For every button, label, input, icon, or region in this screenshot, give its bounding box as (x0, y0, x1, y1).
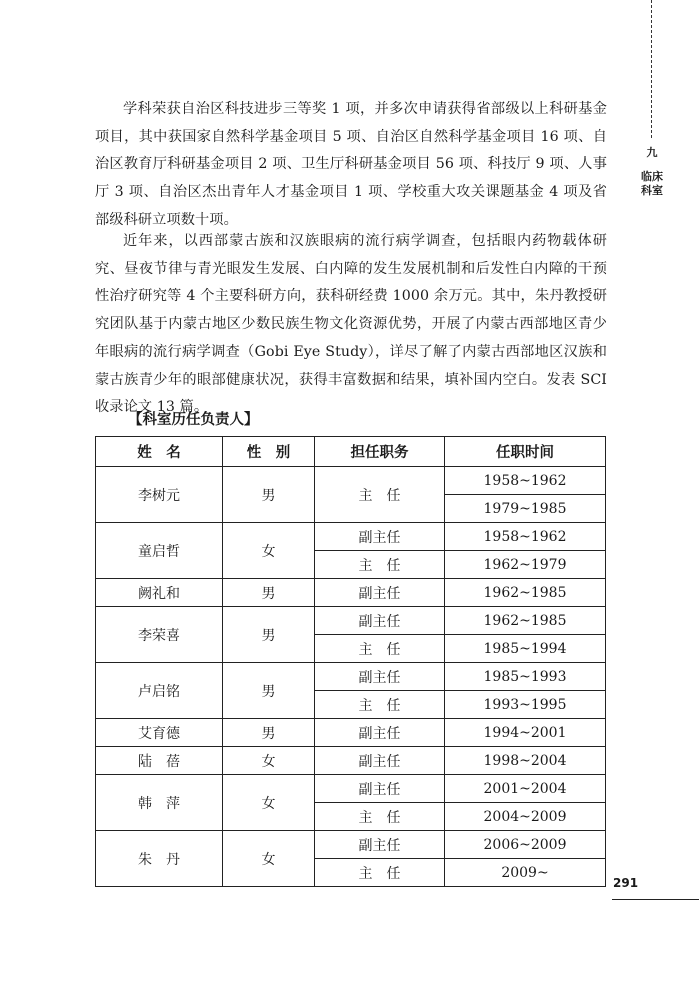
cell-position: 主 任 (315, 551, 445, 579)
table-row (96, 719, 606, 747)
cell-gender: 女 (223, 775, 315, 831)
cell-term: 1994~2001 (445, 719, 606, 747)
body-paragraph-2 (95, 228, 607, 422)
header-position: 担任职务 (315, 437, 445, 467)
cell-name: 李树元 (96, 467, 223, 523)
chapter-number: 九 (646, 146, 658, 159)
cell-name: 朱 丹 (96, 831, 223, 887)
cell-term: 1962~1979 (445, 551, 606, 579)
cell-term: 1985~1994 (445, 635, 606, 663)
cell-position: 主 任 (315, 635, 445, 663)
cell-term: 1993~1995 (445, 691, 606, 719)
cell-term: 1958~1962 (445, 467, 606, 495)
cell-name: 阙礼和 (96, 579, 223, 607)
cell-name: 童启哲 (96, 523, 223, 579)
cell-gender: 女 (223, 831, 315, 887)
cell-term: 2006~2009 (445, 831, 606, 859)
paragraph-text: 学科荣获自治区科技进步三等奖 1 项，并多次申请获得省部级以上科研基金项目，其中获国家自然科学基金项目 5 项、自治区自然科学基金项目 16 项、自治区教育厅科研基金项目 2 项、卫生厅科研基金项目 56 项、科技厅 9 项、人事厅 3 项、自治区杰出青年人才基金项目 1 项、学校重大攻关课题基金 4 项及省部级科研立项数十项。 (95, 101, 607, 228)
paragraph-text: 近年来，以西部蒙古族和汉族眼病的流行病学调查，包括眼内药物载体研究、昼夜节律与青光眼发生发展、白内障的发生发展机制和后发性白内障的干预性治疗研究等 4 个主要科研方向，获科研经费 1000 余万元。其中，朱丹教授研究团队基于内蒙古地区少数民族生物文化资源优势，开展了内蒙古西部地区青少年眼病的流行病学调查（Gobi Eye Study），详尽了解了内蒙古西部地区汉族和蒙古族青少年的眼部健康状况，获得丰富数据和结果，填补国内空白。发表 SCI 收录论文 13 篇。 (95, 233, 607, 416)
page-number-rule (612, 899, 699, 900)
cell-term: 2004~2009 (445, 803, 606, 831)
cell-position: 副主任 (315, 579, 445, 607)
leaders-table (95, 436, 606, 887)
cell-term: 2001~2004 (445, 775, 606, 803)
cell-name: 卢启铭 (96, 663, 223, 719)
cell-gender: 女 (223, 523, 315, 579)
table-row (96, 607, 606, 635)
cell-position: 副主任 (315, 719, 445, 747)
table-row (96, 523, 606, 551)
cell-name: 艾育德 (96, 719, 223, 747)
table-row (96, 831, 606, 859)
margin-dashed-rule (651, 0, 652, 138)
cell-gender: 男 (223, 719, 315, 747)
section-heading: 【科室历任负责人】 (128, 412, 259, 428)
cell-gender: 男 (223, 579, 315, 607)
cell-gender: 男 (223, 607, 315, 663)
page-number: 291 (613, 876, 639, 890)
cell-position: 副主任 (315, 663, 445, 691)
table-row (96, 663, 606, 691)
cell-term: 1962~1985 (445, 579, 606, 607)
cell-term: 1985~1993 (445, 663, 606, 691)
table-row (96, 775, 606, 803)
cell-gender: 女 (223, 747, 315, 775)
cell-gender: 男 (223, 467, 315, 523)
cell-position: 副主任 (315, 523, 445, 551)
cell-gender: 男 (223, 663, 315, 719)
header-gender: 性 别 (223, 437, 315, 467)
cell-position: 主 任 (315, 803, 445, 831)
table-header-row (96, 437, 606, 467)
cell-term: 2009~ (445, 859, 606, 887)
header-term: 任职时间 (445, 437, 606, 467)
cell-name: 李荣喜 (96, 607, 223, 663)
chapter-side-tab (641, 146, 663, 198)
cell-position: 主 任 (315, 691, 445, 719)
table-row (96, 467, 606, 495)
cell-position: 主 任 (315, 859, 445, 887)
table-body (96, 467, 606, 887)
table-row (96, 579, 606, 607)
table-row (96, 747, 606, 775)
cell-position: 副主任 (315, 747, 445, 775)
cell-term: 1958~1962 (445, 523, 606, 551)
cell-term: 1962~1985 (445, 607, 606, 635)
cell-position: 主 任 (315, 467, 445, 523)
cell-name: 韩 萍 (96, 775, 223, 831)
body-paragraph-1 (95, 96, 607, 235)
cell-term: 1979~1985 (445, 495, 606, 523)
cell-name: 陆 蓓 (96, 747, 223, 775)
chapter-title: 临床科室 (641, 170, 663, 197)
cell-term: 1998~2004 (445, 747, 606, 775)
cell-position: 副主任 (315, 607, 445, 635)
header-name: 姓 名 (96, 437, 223, 467)
cell-position: 副主任 (315, 775, 445, 803)
cell-position: 副主任 (315, 831, 445, 859)
